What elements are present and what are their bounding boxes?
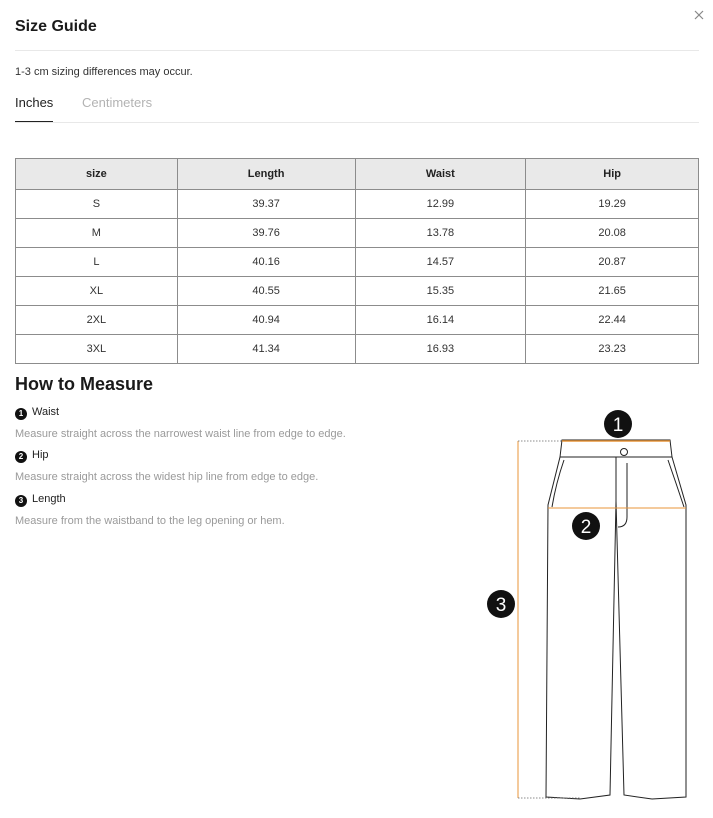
marker-length xyxy=(487,590,515,618)
cell-waist: 16.93 xyxy=(355,335,526,364)
step-length xyxy=(15,493,66,507)
cell-length: 40.55 xyxy=(177,277,355,306)
step-description: Measure straight across the narrowest waist line from edge to edge. xyxy=(15,428,346,440)
cell-hip: 23.23 xyxy=(526,335,699,364)
pants-measurement-diagram xyxy=(480,405,700,805)
close-icon[interactable] xyxy=(692,8,706,22)
step-number-badge: 3 xyxy=(15,495,27,507)
cell-waist: 15.35 xyxy=(355,277,526,306)
step-label: Length xyxy=(32,493,66,505)
cell-waist: 16.14 xyxy=(355,306,526,335)
modal-title: Size Guide xyxy=(15,18,97,35)
step-label: Waist xyxy=(32,406,60,418)
cell-hip: 21.65 xyxy=(526,277,699,306)
tab-inches[interactable]: Inches xyxy=(15,95,54,110)
step-hip xyxy=(15,449,49,463)
pants-outline xyxy=(546,440,686,799)
tabs-divider xyxy=(15,122,699,123)
cell-size: XL xyxy=(16,277,178,306)
tab-centimeters[interactable]: Centimeters xyxy=(82,95,153,110)
marker-label: 2 xyxy=(580,517,592,538)
cell-waist: 14.57 xyxy=(355,248,526,277)
header-length: Length xyxy=(177,159,355,190)
cell-hip: 20.08 xyxy=(526,219,699,248)
header-waist: Waist xyxy=(355,159,526,190)
cell-length: 39.37 xyxy=(177,190,355,219)
step-number-badge: 1 xyxy=(15,408,27,420)
cell-hip: 20.87 xyxy=(526,248,699,277)
table-row xyxy=(16,335,699,364)
cell-size: M xyxy=(16,219,178,248)
cell-size: 3XL xyxy=(16,335,178,364)
table-row xyxy=(16,219,699,248)
cell-size: 2XL xyxy=(16,306,178,335)
step-description: Measure straight across the widest hip line from edge to edge. xyxy=(15,471,319,483)
how-to-measure-title: How to Measure xyxy=(15,374,154,394)
cell-waist: 13.78 xyxy=(355,219,526,248)
header-size: size xyxy=(16,159,178,190)
table-row xyxy=(16,306,699,335)
unit-tabs xyxy=(15,95,699,123)
table-row xyxy=(16,190,699,219)
cell-hip: 22.44 xyxy=(526,306,699,335)
cell-size: S xyxy=(16,190,178,219)
marker-label: 3 xyxy=(495,595,507,616)
marker-label: 1 xyxy=(612,415,624,436)
cell-length: 39.76 xyxy=(177,219,355,248)
step-waist xyxy=(15,406,59,420)
cell-length: 40.94 xyxy=(177,306,355,335)
step-label: Hip xyxy=(32,449,49,461)
step-description: Measure from the waistband to the leg opening or hem. xyxy=(15,515,285,527)
cell-hip: 19.29 xyxy=(526,190,699,219)
table-row xyxy=(16,248,699,277)
dotted-leaders xyxy=(518,441,580,798)
header-hip: Hip xyxy=(526,159,699,190)
table-row xyxy=(16,277,699,306)
title-divider xyxy=(15,50,699,51)
marker-waist xyxy=(604,410,632,438)
cell-length: 40.16 xyxy=(177,248,355,277)
cell-length: 41.34 xyxy=(177,335,355,364)
marker-hip xyxy=(572,512,600,540)
table-header-row xyxy=(16,159,699,190)
cell-size: L xyxy=(16,248,178,277)
measurement-guides xyxy=(518,441,686,798)
size-table xyxy=(15,158,699,364)
cell-waist: 12.99 xyxy=(355,190,526,219)
step-number-badge: 2 xyxy=(15,451,27,463)
sizing-note: 1-3 cm sizing differences may occur. xyxy=(15,66,193,78)
